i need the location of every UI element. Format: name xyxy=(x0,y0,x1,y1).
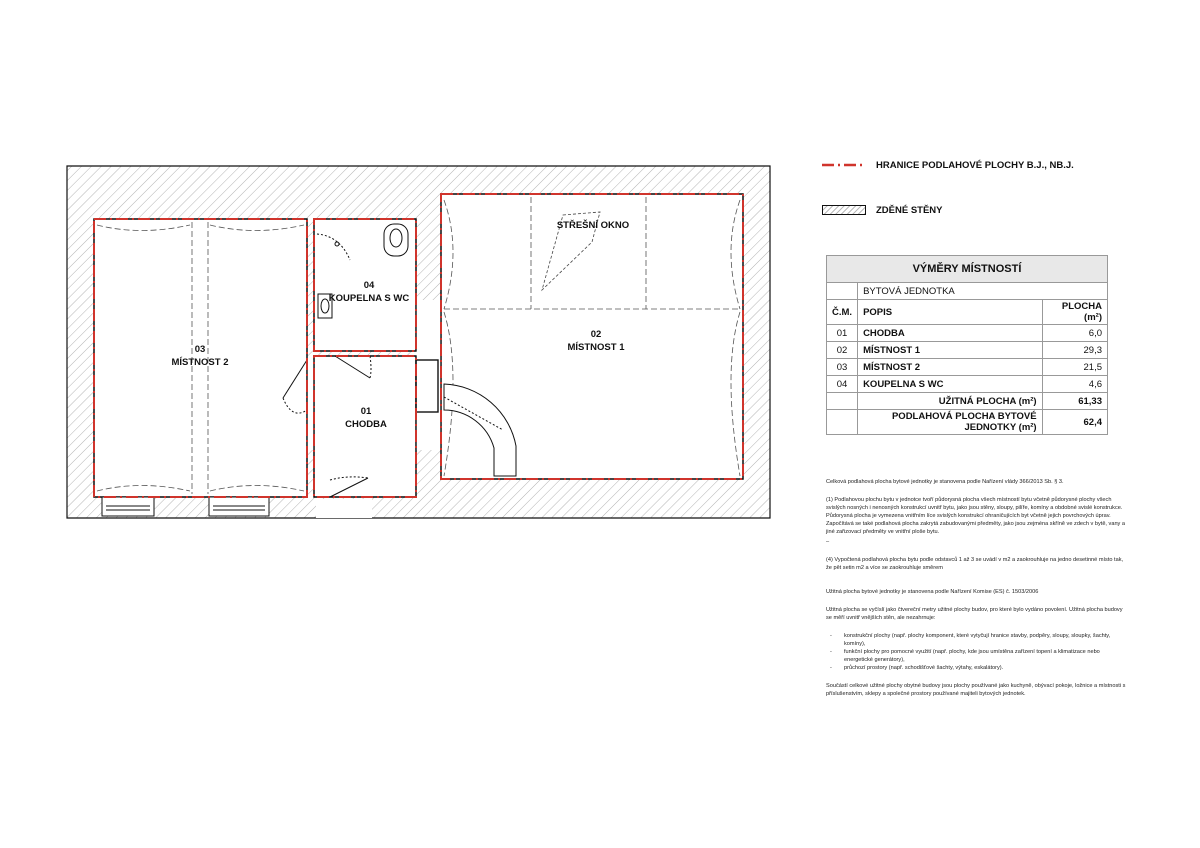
list-item: - funkční plochy pro pomocné využití (např. plochy, kde jsou umístěna zařízení topení a klimatizace nebo energetické generátory), xyxy=(844,648,1126,664)
row-area: 6,0 xyxy=(1042,325,1107,342)
table-row xyxy=(827,376,1108,393)
note-paragraph: Užitná plocha se vyčíslí jako čtvereční metry užitné plochy budov, pro které bylo vydáno povolení. Užitná plocha budovy se měří uvnitř vnějších stěn, ale nezahrnuje: xyxy=(826,607,1123,621)
floor-area-row xyxy=(827,410,1108,435)
table-unit-label: BYTOVÁ JEDNOTKA xyxy=(858,283,1108,300)
hatched-wall-icon xyxy=(822,205,866,215)
row-number: 02 xyxy=(827,342,858,359)
list-item: - průchozí prostory (např. schodišťové šachty, výtahy, eskalátory). xyxy=(844,664,1126,672)
note-paragraph: Součástí celkové užitné plochy obytné budovy jsou plochy používané jako kuchyně, obývací pokoje, ložnice a místnosti s příslušenstvím, sklepy a společné prostory používané majiteli bytových jednotek. xyxy=(826,683,1126,697)
room-03-name: MÍSTNOST 2 xyxy=(171,357,229,368)
note-paragraph: (4) Vypočtená podlahová plocha bytu podle odstavců 1 až 3 se uvádí v m2 a zaokrouhluje na jedno desetinné místo tak, že pět setin m2 a více se zaokrouhluje směrem xyxy=(826,557,1124,571)
room-04-name: KOUPELNA S WC xyxy=(328,293,410,304)
note-paragraph: Užitná plocha bytové jednotky je stanovena podle Nařízení Komise (ES) č. 1503/2006 xyxy=(826,589,1039,595)
room-03-number: 03 xyxy=(194,344,206,355)
list-item: - konstrukční plochy (např. plochy komponent, které vytyčují hranice stavby, podpěry, sloupy, sloupky, šachty, komíny), xyxy=(844,632,1126,648)
legend-boundary xyxy=(822,157,1074,173)
table-title: VÝMĚRY MÍSTNOSTÍ xyxy=(827,256,1108,283)
row-area: 29,3 xyxy=(1042,342,1107,359)
row-number: 01 xyxy=(827,325,858,342)
table-row xyxy=(827,359,1108,376)
row-description: KOUPELNA S WC xyxy=(858,376,1043,393)
floor-area-label: PODLAHOVÁ PLOCHA BYTOVÉ JEDNOTKY (m²) xyxy=(858,410,1043,435)
room-02-name: MÍSTNOST 1 xyxy=(567,342,625,353)
row-description: MÍSTNOST 2 xyxy=(858,359,1043,376)
note-list xyxy=(826,632,1126,672)
spiral-staircase xyxy=(444,384,516,476)
skylight-label: STŘEŠNÍ OKNO xyxy=(556,220,630,231)
note-dash: – xyxy=(826,539,830,545)
room-01-number: 01 xyxy=(360,406,372,417)
note-paragraph: Celková podlahová plocha bytové jednotky je stanovena podle Nařízení vlády 366/2013 Sb. § 3. xyxy=(826,479,1064,485)
room-01-name: CHODBA xyxy=(345,419,387,430)
legend-walls xyxy=(822,202,943,218)
row-description: MÍSTNOST 1 xyxy=(858,342,1043,359)
row-number: 04 xyxy=(827,376,858,393)
table-row xyxy=(827,342,1108,359)
floor-area-value: 62,4 xyxy=(1042,410,1107,435)
legend-walls-label: ZDĚNÉ STĚNY xyxy=(876,204,943,216)
room-02-number: 02 xyxy=(590,329,602,340)
header-area: PLOCHA (m²) xyxy=(1042,300,1107,325)
row-area: 4,6 xyxy=(1042,376,1107,393)
note-paragraph: (1) Podlahovou plochu bytu v jednotce tvoří půdorysná plocha všech místností bytu včetně půdorysné plochy všech svislých nosných i nenosných konstrukcí uvnitř bytu, jako jsou stěny, sloupy, pilíře, komíny a obdobné svislé konstrukce. Půdorysná plocha je vymezena vnitřním líce svislých konstrukcí ohraničujících byt včetně jejich povrchových úprav. Započítává se také podlahová plocha zakrytá zabudovanými předměty, jako jsou zejména skříně ve zdech v bytě, vany a jiné zařizovací předměty ve vnitřní ploše bytu. xyxy=(826,497,1126,535)
dash-dot-line-icon xyxy=(822,163,866,167)
header-number: Č.M. xyxy=(827,300,858,325)
row-area: 21,5 xyxy=(1042,359,1107,376)
row-description: CHODBA xyxy=(858,325,1043,342)
row-number: 03 xyxy=(827,359,858,376)
usable-area-row xyxy=(827,393,1108,410)
table-header-row xyxy=(827,300,1108,325)
legend-boundary-label: HRANICE PODLAHOVÉ PLOCHY B.J., NB.J. xyxy=(876,159,1074,171)
usable-area-label: UŽITNÁ PLOCHA (m²) xyxy=(858,393,1043,410)
header-description: POPIS xyxy=(858,300,1043,325)
notes xyxy=(826,478,1126,708)
usable-area-value: 61,33 xyxy=(1042,393,1107,410)
room-areas-table xyxy=(826,255,1108,435)
windows xyxy=(102,497,372,518)
room-04-number: 04 xyxy=(363,280,375,291)
table-row xyxy=(827,325,1108,342)
